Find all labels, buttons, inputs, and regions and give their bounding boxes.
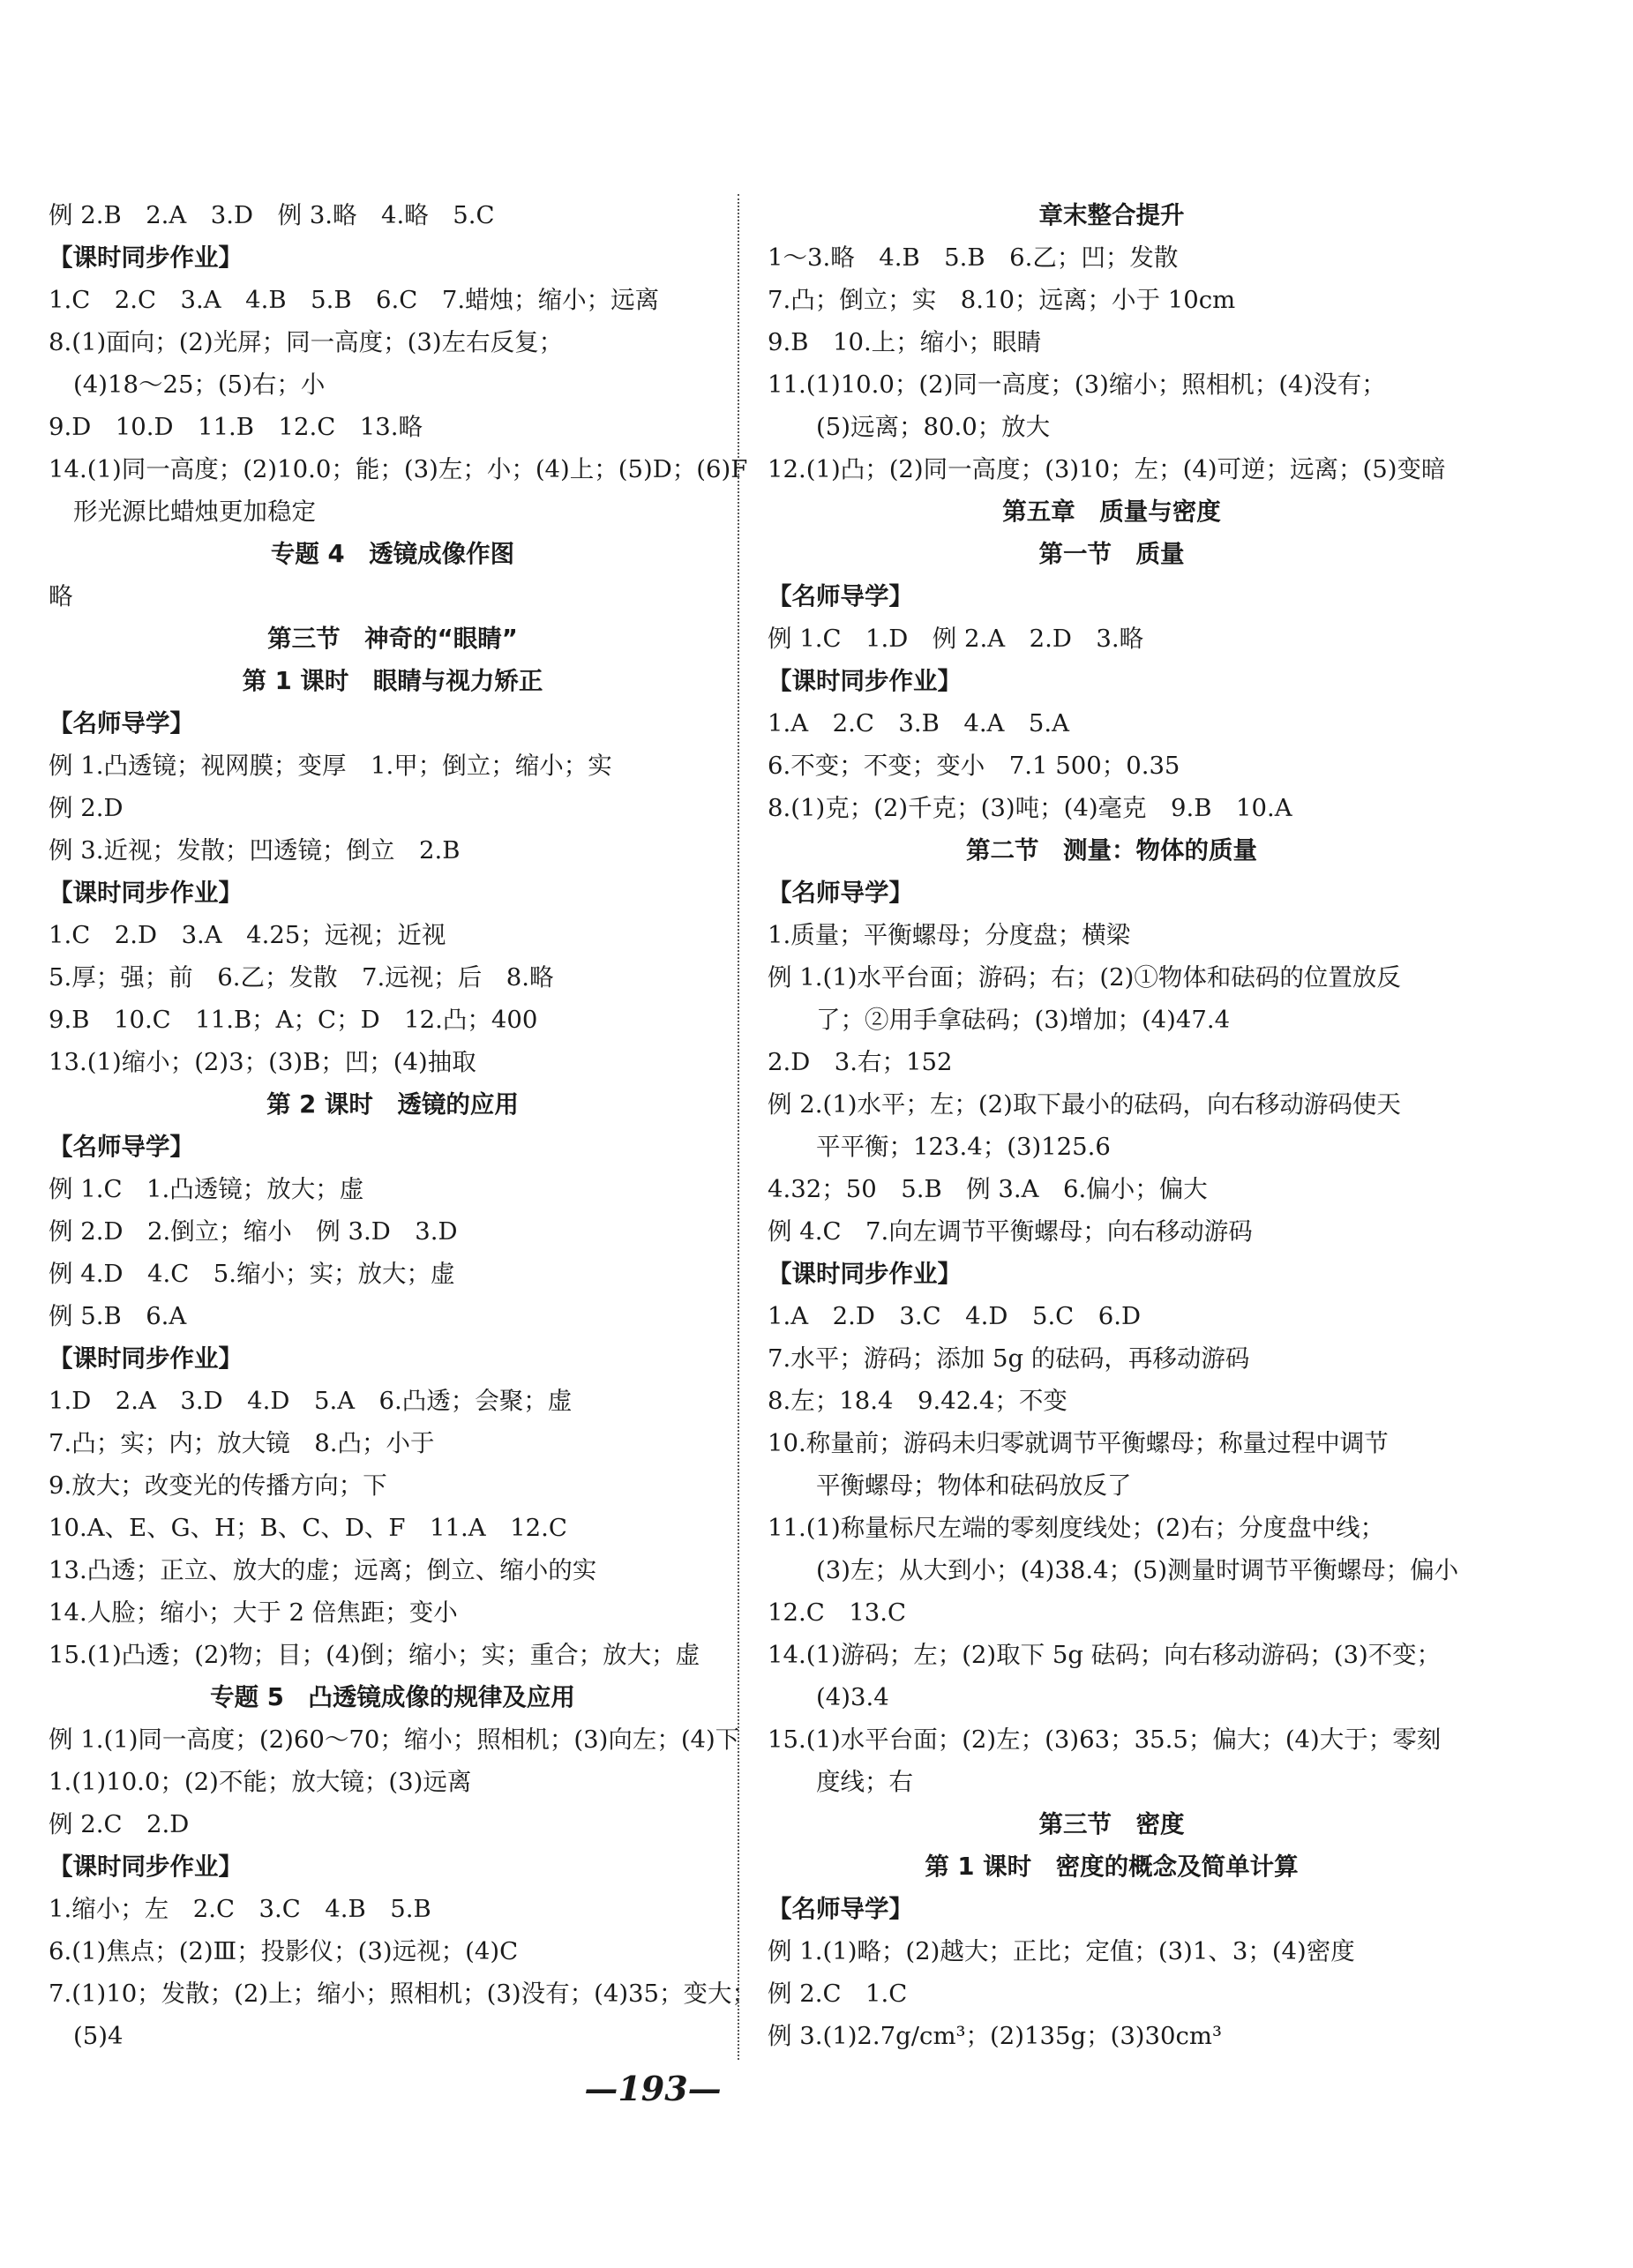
answer-line: 6.(1)焦点；(2)Ⅲ；投影仪；(3)远视；(4)C — [49, 1937, 519, 1965]
answer-line: 1.C 2.D 3.A 4.25；远视；近视 — [49, 921, 446, 949]
section-heading: 【名师导学】 — [768, 879, 913, 907]
section-heading: 【名师导学】 — [49, 709, 194, 737]
answer-line: 8.(1)面向；(2)光屏；同一高度；(3)左右反复； — [49, 328, 564, 356]
answer-line: 1.C 2.C 3.A 4.B 5.B 6.C 7.蜡烛；缩小；远离 — [49, 286, 660, 314]
answer-line: 1.缩小；左 2.C 3.C 4.B 5.B — [49, 1895, 431, 1923]
answer-line: (3)左；从大到小；(4)38.4；(5)测量时调节平衡螺母；偏小 — [816, 1556, 1459, 1584]
column-divider — [738, 194, 739, 2060]
answer-line: 例 1.(1)水平台面；游码；右；(2)①物体和砝码的位置放反 — [768, 963, 1401, 992]
answer-line: 例 2.C 2.D — [49, 1810, 190, 1838]
answer-line: 10.A、E、G、H；B、C、D、F 11.A 12.C — [49, 1514, 567, 1542]
answer-line: 1.A 2.C 3.B 4.A 5.A — [768, 709, 1070, 737]
chapter-title: 第三节 密度 — [1038, 1810, 1185, 1838]
answer-line: 略 — [49, 582, 73, 610]
answer-line: 7.凸；实；内；放大镜 8.凸；小于 — [49, 1429, 435, 1457]
answer-line: 度线；右 — [816, 1768, 913, 1796]
answer-line: 例 2.C 1.C — [768, 1980, 908, 2008]
answer-line: 7.(1)10；发散；(2)上；缩小；照相机；(3)没有；(4)35；变大； — [49, 1980, 757, 2008]
section-heading: 【名师导学】 — [768, 1895, 913, 1923]
answer-line: 13.凸透；正立、放大的虚；远离；倒立、缩小的实 — [49, 1556, 597, 1584]
answer-line: 13.(1)缩小；(2)3；(3)B；凹；(4)抽取 — [49, 1048, 476, 1076]
answer-line: 例 1.(1)略；(2)越大；正比；定值；(3)1、3；(4)密度 — [768, 1937, 1355, 1965]
answer-line: 例 2.(1)水平；左；(2)取下最小的砝码，向右移动游码使天 — [768, 1090, 1401, 1119]
answer-line: 14.(1)游码；左；(2)取下 5g 砝码；向右移动游码；(3)不变； — [768, 1641, 1442, 1669]
section-heading: 【课时同步作业】 — [49, 243, 243, 272]
left-column — [49, 194, 757, 2057]
answer-line: 15.(1)凸透；(2)物；目；(4)倒；缩小；实；重合；放大；虚 — [49, 1641, 700, 1669]
answer-line: 11.(1)称量标尺左端的零刻度线处；(2)右；分度盘中线； — [768, 1514, 1385, 1542]
answer-line: 8.左；18.4 9.42.4；不变 — [768, 1387, 1067, 1415]
answer-line: 7.水平；游码；添加 5g 的砝码，再移动游码 — [768, 1344, 1250, 1373]
answer-line: 11.(1)10.0；(2)同一高度；(3)缩小；照相机；(4)没有； — [768, 371, 1386, 399]
answer-line: (4)18～25；(5)右；小 — [73, 371, 326, 399]
answer-line: 1.(1)10.0；(2)不能；放大镜；(3)远离 — [49, 1768, 472, 1796]
section-heading: 【课时同步作业】 — [49, 879, 243, 907]
answer-line: 例 2.B 2.A 3.D 例 3.略 4.略 5.C — [49, 201, 495, 229]
section-heading: 【名师导学】 — [768, 582, 913, 610]
chapter-title: 第 2 课时 透镜的应用 — [266, 1090, 519, 1119]
answer-line: 形光源比蜡烛更加稳定 — [73, 498, 316, 526]
answer-line: (5)远离；80.0；放大 — [816, 413, 1051, 441]
answer-line: 例 4.C 7.向左调节平衡螺母；向右移动游码 — [768, 1217, 1253, 1246]
page-number: —193— — [584, 2069, 722, 2108]
chapter-title: 第一节 质量 — [1038, 540, 1185, 568]
answer-line: 8.(1)克；(2)千克；(3)吨；(4)毫克 9.B 10.A — [768, 794, 1292, 822]
chapter-title: 第二节 测量：物体的质量 — [966, 836, 1257, 865]
answer-line: 2.D 3.右；152 — [768, 1048, 953, 1076]
answer-line: 9.D 10.D 11.B 12.C 13.略 — [49, 413, 423, 441]
section-heading: 【课时同步作业】 — [49, 1344, 243, 1373]
answer-line: 9.放大；改变光的传播方向；下 — [49, 1471, 387, 1500]
answer-line: 14.(1)同一高度；(2)10.0；能；(3)左；小；(4)上；(5)D；(6)F — [49, 455, 748, 483]
answer-line: 12.C 13.C — [768, 1598, 907, 1627]
answer-line: 例 2.D — [49, 794, 124, 822]
answer-line: 平衡螺母；物体和砝码放反了 — [816, 1471, 1132, 1500]
answer-line: 7.凸；倒立；实 8.10；远离；小于 10cm — [768, 286, 1236, 314]
section-heading: 【课时同步作业】 — [768, 667, 962, 695]
section-heading: 【课时同步作业】 — [49, 1853, 243, 1881]
answer-line: 10.称量前；游码未归零就调节平衡螺母；称量过程中调节 — [768, 1429, 1389, 1457]
answer-line: 例 3.近视；发散；凹透镜；倒立 2.B — [49, 836, 461, 865]
answer-line: 例 1.(1)同一高度；(2)60～70；缩小；照相机；(3)向左；(4)下 — [49, 1725, 740, 1754]
answer-line: 1.D 2.A 3.D 4.D 5.A 6.凸透；会聚；虚 — [49, 1387, 573, 1415]
answer-line: 9.B 10.上；缩小；眼睛 — [768, 328, 1042, 356]
answer-line: 15.(1)水平台面；(2)左；(3)63；35.5；偏大；(4)大于；零刻 — [768, 1725, 1442, 1754]
answer-line: 9.B 10.C 11.B；A；C；D 12.凸；400 — [49, 1006, 538, 1034]
chapter-title: 专题 4 透镜成像作图 — [270, 540, 515, 568]
chapter-title: 章末整合提升 — [1038, 201, 1185, 229]
answer-line: 了；②用手拿砝码；(3)增加；(4)47.4 — [816, 1006, 1231, 1034]
answer-line: 1.质量；平衡螺母；分度盘；横梁 — [768, 921, 1131, 949]
chapter-title: 第 1 课时 密度的概念及简单计算 — [925, 1853, 1299, 1881]
answer-line: 例 1.C 1.凸透镜；放大；虚 — [49, 1175, 364, 1203]
section-heading: 【课时同步作业】 — [768, 1260, 962, 1288]
answer-line: 4.32；50 5.B 例 3.A 6.偏小；偏大 — [768, 1175, 1208, 1203]
answer-line: 5.厚；强；前 6.乙；发散 7.远视；后 8.略 — [49, 963, 554, 992]
answer-line: 平平衡；123.4；(3)125.6 — [816, 1133, 1111, 1161]
answer-line: 例 2.D 2.倒立；缩小 例 3.D 3.D — [49, 1217, 458, 1246]
answer-line: 例 3.(1)2.7g/cm³；(2)135g；(3)30cm³ — [768, 2022, 1223, 2050]
answer-line: 6.不变；不变；变小 7.1 500；0.35 — [768, 752, 1180, 780]
answer-line: 例 1.C 1.D 例 2.A 2.D 3.略 — [768, 625, 1144, 653]
answer-line: 1.A 2.D 3.C 4.D 5.C 6.D — [768, 1302, 1142, 1330]
chapter-title: 第 1 课时 眼睛与视力矫正 — [242, 667, 543, 695]
right-column — [768, 194, 1459, 2057]
answer-line: 1～3.略 4.B 5.B 6.乙；凹；发散 — [768, 243, 1179, 272]
section-heading: 【名师导学】 — [49, 1133, 194, 1161]
answer-line: 例 4.D 4.C 5.缩小；实；放大；虚 — [49, 1260, 455, 1288]
answer-line: (5)4 — [73, 2022, 124, 2050]
chapter-title: 专题 5 凸透镜成像的规律及应用 — [210, 1683, 575, 1711]
chapter-title: 第三节 神奇的“眼睛” — [267, 625, 518, 653]
answer-line: (4)3.4 — [816, 1683, 889, 1711]
answer-line: 例 5.B 6.A — [49, 1302, 187, 1330]
answer-line: 14.人脸；缩小；大于 2 倍焦距；变小 — [49, 1598, 458, 1627]
answer-line: 12.(1)凸；(2)同一高度；(3)10；左；(4)可逆；远离；(5)变暗 — [768, 455, 1446, 483]
chapter-title: 第五章 质量与密度 — [1002, 498, 1221, 526]
answer-line: 例 1.凸透镜；视网膜；变厚 1.甲；倒立；缩小；实 — [49, 752, 612, 780]
